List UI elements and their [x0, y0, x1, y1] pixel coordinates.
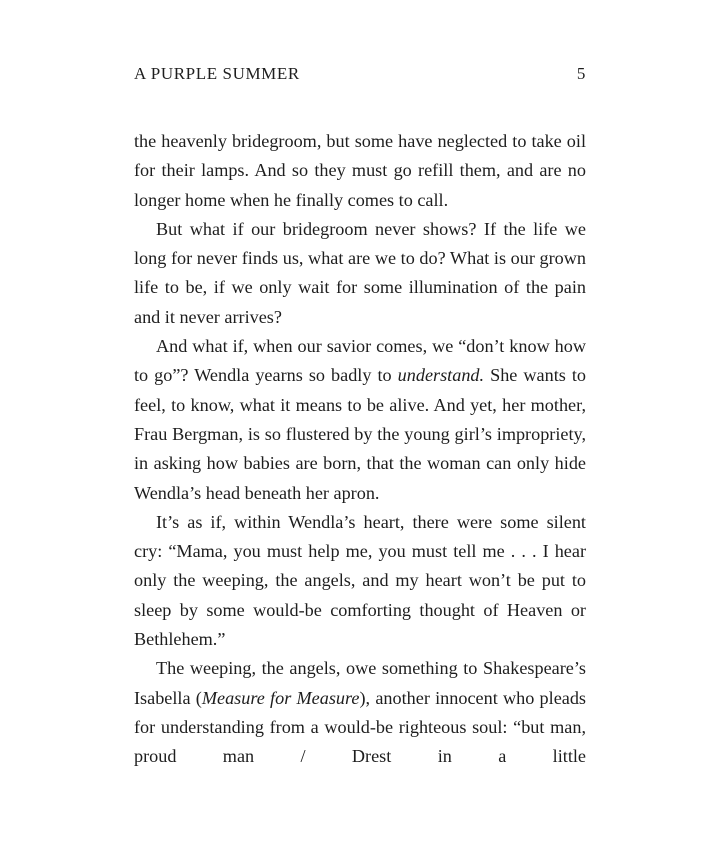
running-head-title: A PURPLE SUMMER [134, 64, 300, 83]
paragraph-text-before: The weeping, the angels, owe something to Shakespeare’s Isabella ( [134, 658, 586, 708]
paragraph-4 [134, 508, 586, 654]
paragraph-text: It’s as if, within Wendla’s heart, there were some silent cry: “Mama, you must help me, you must tell me . . . I hear only the weeping, the angels, and my heart won’t be put to sleep by some would-be comforting thought of Heaven or Bethlehem.” [134, 511, 586, 650]
page-number: 5 [576, 64, 586, 83]
paragraph-text-after: ), another innocent who pleads for understanding from a would-be righteous soul: “but man, proud man / Drest in a little [134, 687, 587, 767]
paragraph-text: But what if our bridegroom never shows? If the life we long for never finds us, what are we to do? What is our grown life to be, if we only wait for some illumination of the pain and it never arrives? [134, 218, 586, 327]
paragraph-2 [134, 215, 586, 332]
paragraph-1 [134, 127, 586, 215]
emphasis-understand: understand. [397, 365, 485, 386]
paragraph-5 [134, 654, 586, 771]
paragraph-text-after: She wants to feel, to know, what it means to be alive. And yet, her mother, Frau Bergman, is so flustered by the young girl’s impropriety, in asking how babies are born, that the woman can only hide Wendla’s head beneath her apron. [134, 365, 586, 503]
body-text [134, 127, 586, 772]
book-page [134, 64, 586, 772]
paragraph-text-before: And what if, when our savior comes, we “don’t know how to go”? Wendla yearns so badly to [134, 336, 586, 386]
paragraph-3 [134, 332, 586, 508]
emphasis-play-title: Measure for Measure [201, 687, 360, 708]
paragraph-text: the heavenly bridegroom, but some have neglected to take oil for their lamps. And so they must go refill them, and are no longer home when he finally comes to call. [134, 131, 586, 210]
running-head [134, 64, 586, 94]
